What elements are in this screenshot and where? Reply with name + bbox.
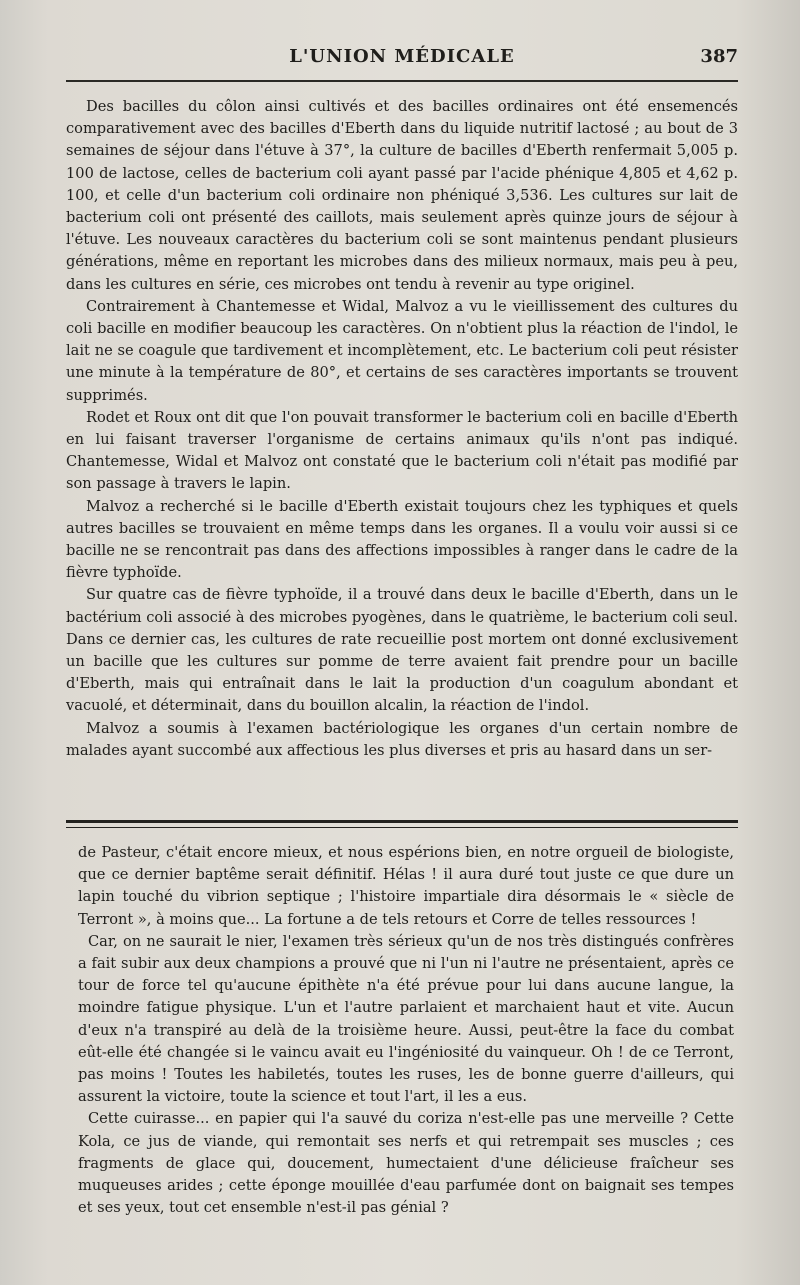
feuilleton-text: [78, 842, 734, 1219]
paragraph: Malvoz a soumis à l'examen bactériologique les organes d'un certain nombre de malades ayant succombé aux affectious les plus diverses et pris au hasard dans un ser-: [66, 719, 738, 759]
paragraph: Car, on ne saurait le nier, l'examen très sérieux qu'un de nos très distingués confrères a fait subir aux deux champions a prouvé que ni l'un ni l'autre ne présentaient, après ce tour de force tel qu'aucune épithète n'a été prévue pour lui dans aucune langue, la moindre fatigue physique. L'un et l'autre parlaient et marchaient haut et vite. Aucun d'eux n'a transpiré au delà de la troisième heure. Aussi, peut-être la face du combat eût-elle été changée si le vaincu avait eu l'ingéniosité du vainqueur. Oh ! de ce Terront, pas moins ! Toutes les habiletés, toutes les ruses, les de bonne guerre d'ailleurs, qui assurent la victoire, toute la science et tout l'art, il les a eus.: [78, 932, 734, 1106]
running-title: L'UNION MÉDICALE: [289, 46, 515, 67]
feuilleton-separator-thick: [66, 820, 738, 823]
page-header: [66, 44, 738, 78]
main-text-body: [66, 96, 738, 762]
feuilleton-separator-thin: [66, 827, 738, 828]
paragraph: Cette cuirasse... en papier qui l'a sauvé du coriza n'est-elle pas une merveille ? Cette Kola, ce jus de viande, qui remontait ses nerfs et qui retrempait ses muscles ; ces fragments de glace qui, doucement, humectaient d'une délicieuse fraîcheur ses muqueuses arides ; cette éponge mouillée d'eau parfumée dont on baignait ses tempes et ses yeux, tout cet ensemble n'est-il pas génial ?: [78, 1110, 734, 1217]
paragraph: Malvoz a recherché si le bacille d'Eberth existait toujours chez les typhiques et quels autres bacilles se trouvaient en même temps dans les organes. Il a voulu voir aussi si ce bacille ne se rencontrait pas dans des affections impossibles à ranger dans le cadre de la fièvre typhoïde.: [66, 497, 738, 582]
paragraph: Rodet et Roux ont dit que l'on pouvait transformer le bacterium coli en bacille d'Eberth en lui faisant traverser l'organisme de certains animaux qu'ils n'ont pas indiqué. Chantemesse, Widal et Malvoz ont constaté que le bacterium coli n'était pas modifié par son passage à travers le lapin.: [66, 408, 738, 493]
paragraph: de Pasteur, c'était encore mieux, et nous espérions bien, en notre orgueil de biologiste, que ce dernier baptême serait définitif. Hélas ! il aura duré tout juste ce que dure un lapin touché du vibrion septique ; l'histoire impartiale dira désormais le « siècle de Terront », à moins que... La fortune a de tels retours et Corre de telles ressources !: [78, 844, 734, 928]
page-number: 387: [700, 46, 738, 67]
header-rule: [66, 80, 738, 82]
paragraph: Sur quatre cas de fièvre typhoïde, il a trouvé dans deux le bacille d'Eberth, dans un le bactérium coli associé à des microbes pyogènes, dans le quatrième, le bacterium coli seul. Dans ce dernier cas, les cultures de rate recueillie post mortem ont donné exclusivement un bacille que les cultures sur pomme de terre avaient fait prendre pour un bacille d'Eberth, mais qui entraînait dans le lait la production d'un coagulum abondant et vacuolé, et déterminait, dans du bouillon alcalin, la réaction de l'indol.: [66, 586, 738, 715]
paragraph: Contrairement à Chantemesse et Widal, Malvoz a vu le vieillissement des cultures du coli bacille en modifier beaucoup les caractères. On n'obtient plus la réaction de l'indol, le lait ne se coagule que tardivement et incomplètement, etc. Le bacterium coli peut résister une minute à la température de 80°, et certains de ses caractères importants se trouvent supprimés.: [66, 297, 738, 404]
paragraph: Des bacilles du côlon ainsi cultivés et des bacilles ordinaires ont été ensemencés comparativement avec des bacilles d'Eberth dans du liquide nutritif lactosé ; au bout de 3 semaines de séjour dans l'étuve à 37°, la culture de bacilles d'Eberth renfermait 5,005 p. 100 de lactose, celles de bacterium coli ayant passé par l'acide phénique 4,805 et 4,62 p. 100, et celle d'un bacterium coli ordinaire non phéniqué 3,536. Les cultures sur lait de bacterium coli ont présenté des caillots, mais seulement après quinze jours de séjour à l'étuve. Les nouveaux caractères du bacterium coli se sont maintenus pendant plusieurs générations, même en reportant les microbes dans des milieux normaux, mais peu à peu, dans les cultures en série, ces microbes ont tendu à revenir au type originel.: [66, 98, 738, 293]
